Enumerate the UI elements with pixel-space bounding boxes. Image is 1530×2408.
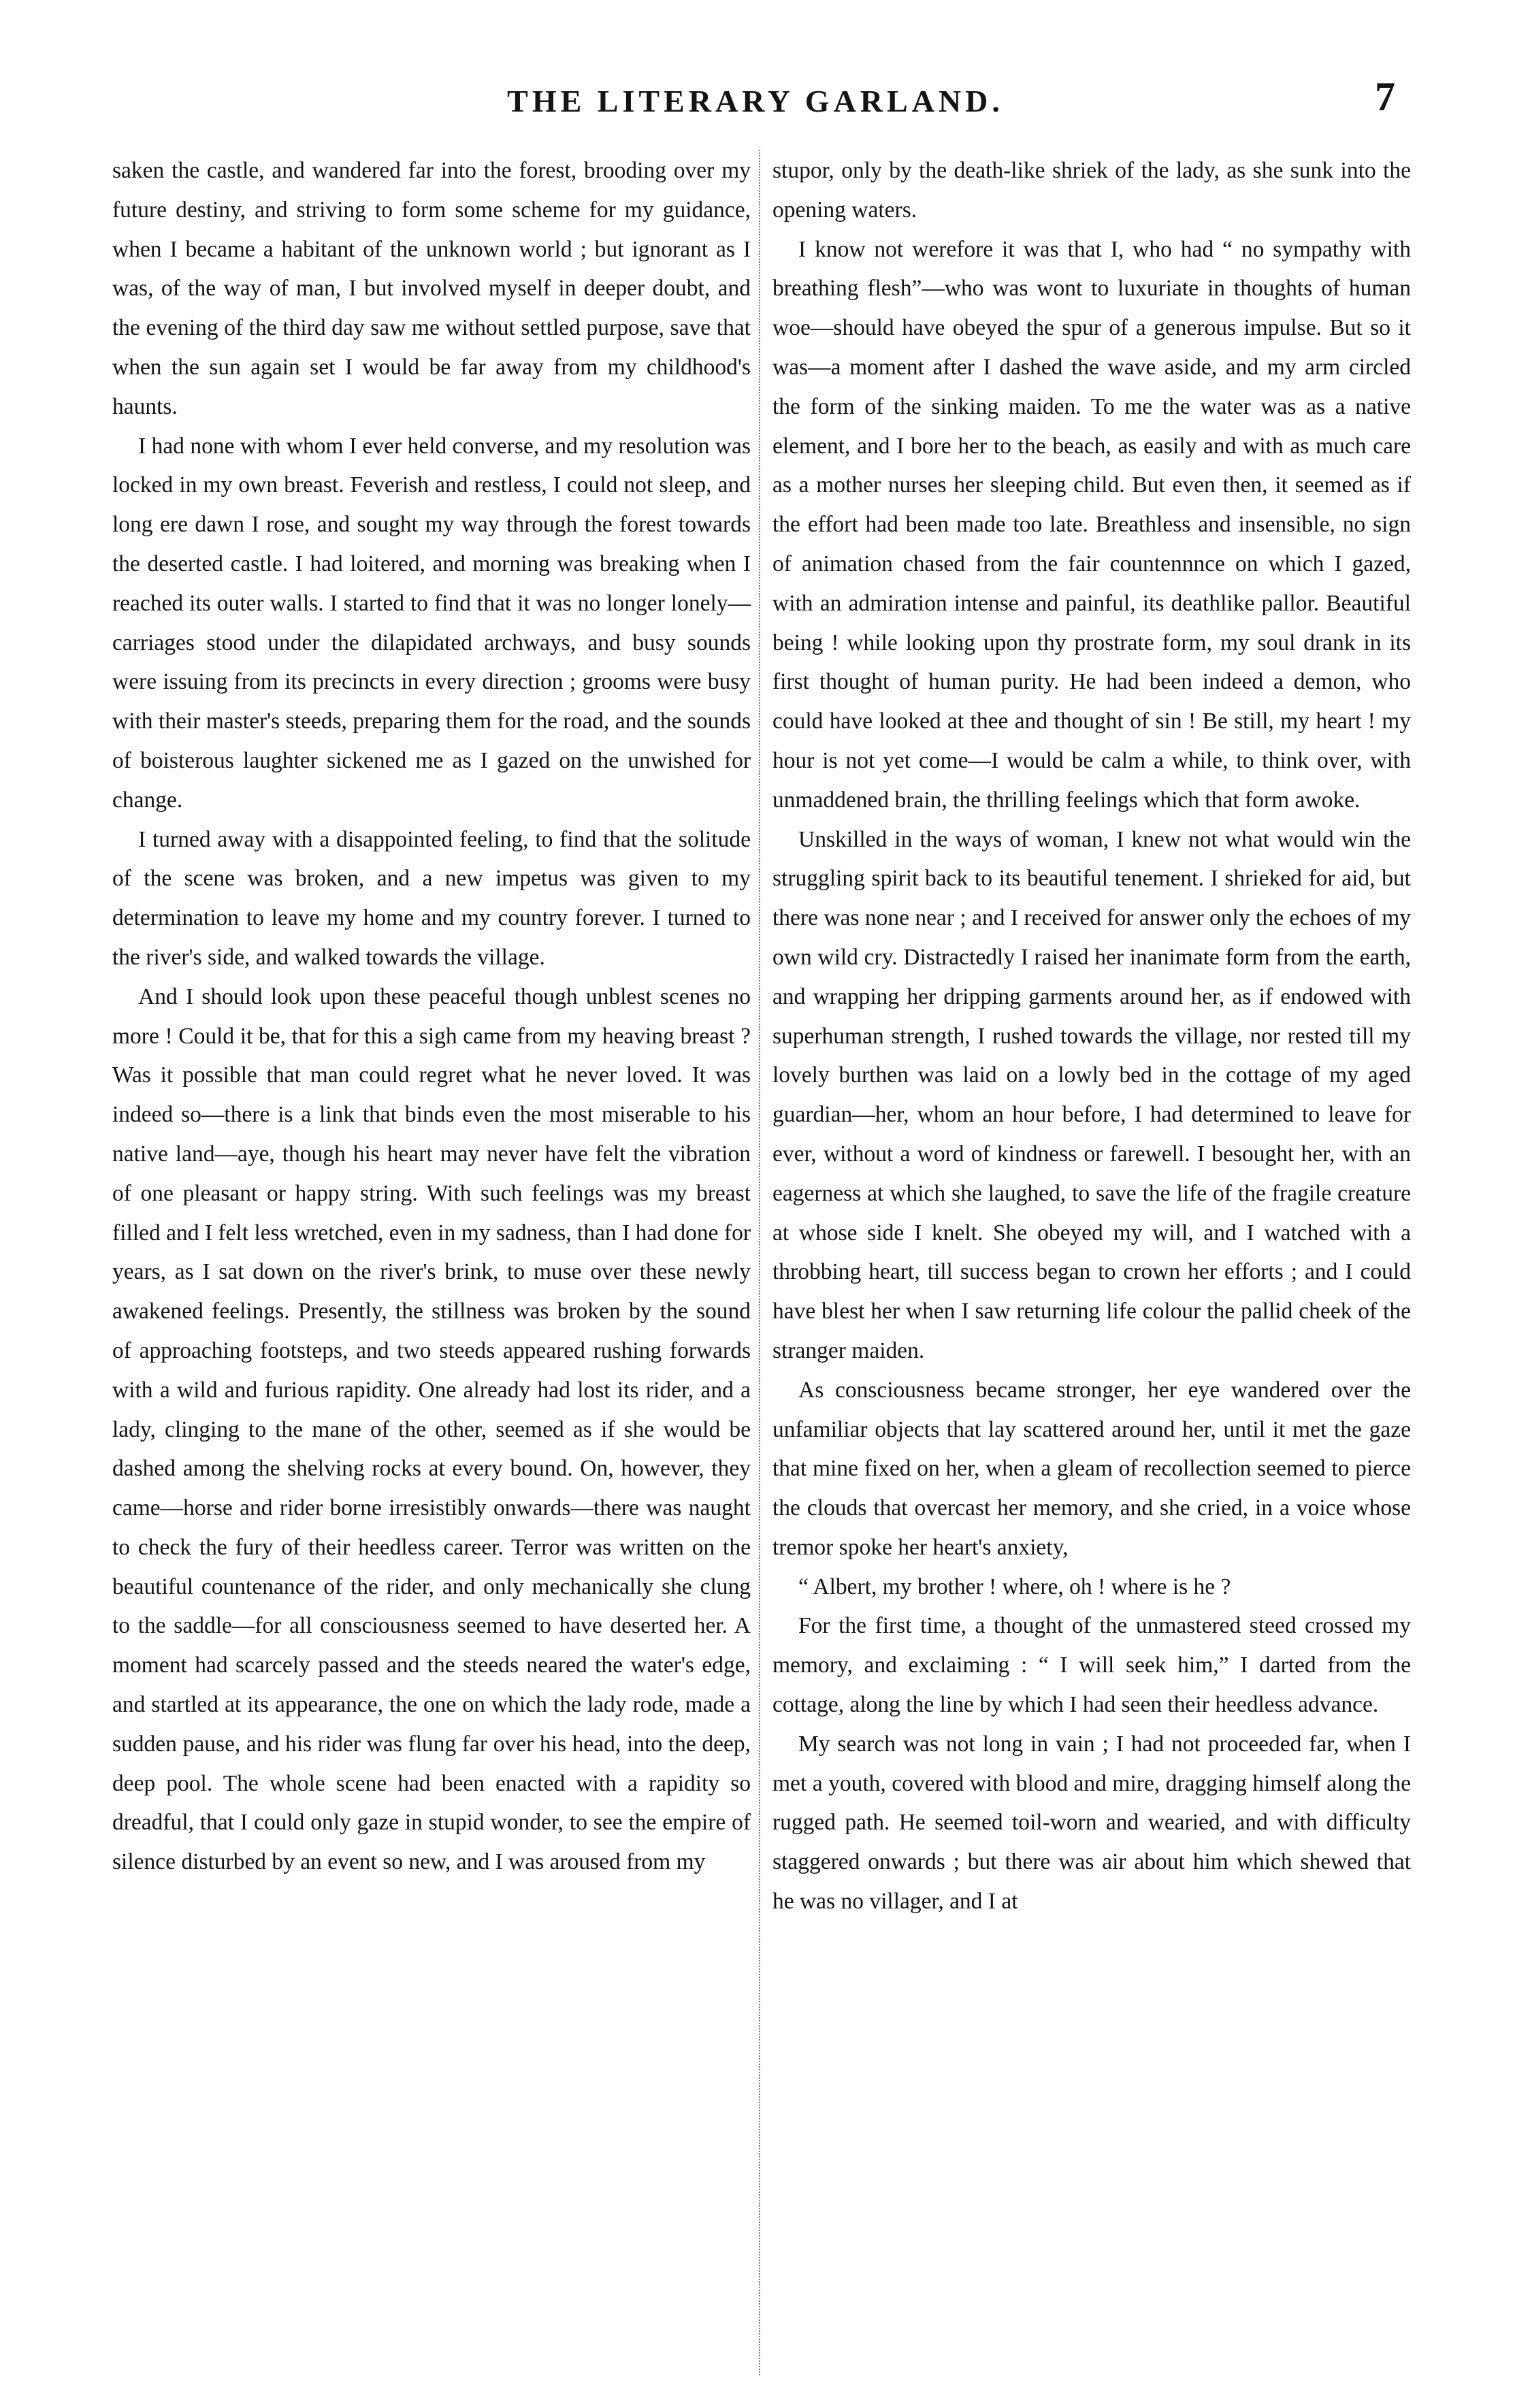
paragraph: Unskilled in the ways of woman, I knew not what would win the struggling spirit back to its beautiful tenement. I shrieked for aid, but there was none near ; and I received for answer only the echoes of my own wild cry. Distractedly I raised her inanimate form from the earth, and wrapping her dripping garments around her, as if endowed with superhuman strength, I rushed towards the village, nor rested till my lovely burthen was laid on a lowly bed in the cottage of my aged guardian—her, whom an hour before, I had determined to leave for ever, without a word of kindness or farewell. I besought her, with an eagerness at which she laughed, to save the life of the fragile creature at whose side I knelt. She obeyed my will, and I watched with a throbbing heart, till success began to crown her efforts ; and I could have blest her when I saw returning life colour the pallid cheek of the stranger maiden. — [772, 826, 1411, 1363]
paragraph: And I should look upon these peaceful though unblest scenes no more ! Could it be, that for this a sigh came from my heaving breast ? Was it possible that man could regret what he never loved. It was indeed so—there is a link that binds even the most miserable to his native land—aye, though his heart may never have felt the vibration of one pleasant or happy string. With such feelings was my breast filled and I felt less wretched, even in my sadness, than I had done for years, as I sat down on the river's brink, to muse over these newly awakened feelings. Presently, the stillness was broken by the sound of approaching footsteps, and two steeds appeared rushing forwards with a wild and furious rapidity. One already had lost its rider, and a lady, clinging to the mane of the other, seemed as if she would be dashed among the shelving rocks at every bound. On, however, they came—horse and rider borne irresistibly onwards—there was naught to check the fury of their heedless career. Terror was written on the beautiful countenance of the rider, and only mechanically she clung to the saddle—for all consciousness seemed to have deserted her. A moment had scarcely passed and the steeds neared the water's edge, and startled at its appearance, the one on which the lady rode, made a sudden pause, and his rider was flung far over his head, into the deep, deep pool. The whole scene had been enacted with a rapidity so dreadful, that I could only gaze in stupid wonder, to see the empire of silence disturbed by an event so new, and I was aroused from my — [112, 983, 751, 1875]
paragraph: “ Albert, my brother ! where, oh ! where is he ? — [798, 1574, 1231, 1599]
left-column — [112, 151, 751, 1882]
paragraph: saken the castle, and wandered far into the forest, brooding over my future destiny, and striving to form some scheme for my guidance, when I became a habitant of the unknown world ; but ignorant as I was, of the way of man, I but involved myself in deeper doubt, and the evening of the third day saw me without settled purpose, save that when the sun again set I would be far away from my childhood's haunts. — [112, 158, 751, 419]
paragraph: I turned away with a disappointed feeling, to find that the solitude of the scene was broken, and a new impetus was given to my determination to leave my home and my country forever. I turned to the river's side, and walked towards the village. — [112, 826, 751, 970]
column-divider — [759, 150, 760, 2375]
paragraph: I know not werefore it was that I, who had “ no sympathy with breathing flesh”—who was wont to luxuriate in thoughts of human woe—should have obeyed the spur of a generous impulse. But so it was—a moment after I dashed the wave aside, and my arm circled the form of the sinking maiden. To me the water was as a native element, and I bore her to the beach, as easily and with as much care as a mother nurses her sleeping child. But even then, it seemed as if the effort had been made too late. Breathless and insensible, no sign of animation chased from the fair countennnce on which I gazed, with an admiration intense and painful, its deathlike pallor. Beautiful being ! while looking upon thy prostrate form, my soul drank in its first thought of human purity. He had been indeed a demon, who could have looked at thee and thought of sin ! Be still, my heart ! my hour is not yet come—I would be calm a while, to think over, with unmaddened brain, the thrilling feelings which that form awoke. — [772, 236, 1411, 813]
page-header — [116, 74, 1395, 135]
right-column — [772, 151, 1411, 1921]
paragraph: I had none with whom I ever held converse, and my resolution was locked in my own breast. Feverish and restless, I could not sleep, and long ere dawn I rose, and sought my way through the forest towards the deserted castle. I had loitered, and morning was breaking when I reached its outer walls. I started to find that it was no longer lonely—carriages stood under the dilapidated archways, and busy sounds were issuing from its precincts in every direction ; grooms were busy with their master's steeds, preparing them for the road, and the sounds of boisterous laughter sickened me as I gazed on the unwished for change. — [112, 433, 751, 813]
paragraph: As consciousness became stronger, her eye wandered over the unfamiliar objects that lay scattered around her, until it met the gaze that mine fixed on her, when a gleam of recollection seemed to pierce the clouds that overcast her memory, and she cried, in a voice whose tremor spoke her heart's anxiety, — [772, 1377, 1411, 1560]
paragraph: My search was not long in vain ; I had not proceeded far, when I met a youth, covered with blood and mire, dragging himself along the rugged path. He seemed toil-worn and wearied, and with difficulty staggered onwards ; but there was air about him which shewed that he was no villager, and I at — [772, 1731, 1411, 1915]
paragraph: stupor, only by the death-like shriek of the lady, as she sunk into the opening waters. — [772, 158, 1411, 223]
running-head: THE LITERARY GARLAND. — [507, 84, 1004, 118]
paragraph: For the first time, a thought of the unmastered steed crossed my memory, and exclaiming : “ I will seek him,” I darted from the cottage, along the line by which I had seen their heedless advance. — [772, 1613, 1411, 1718]
page-number: 7 — [1375, 74, 1395, 119]
